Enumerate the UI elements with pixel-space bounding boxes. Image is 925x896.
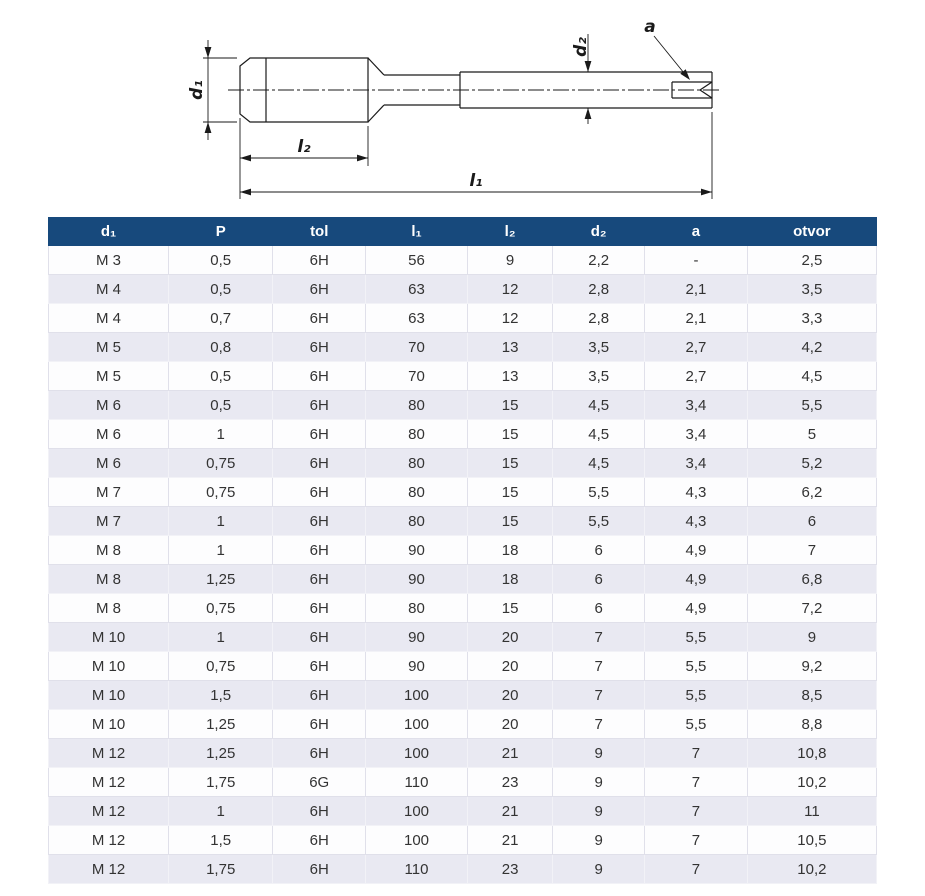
- table-cell: 63: [366, 304, 468, 333]
- table-cell: 3,5: [553, 362, 645, 391]
- table-cell: M 6: [49, 420, 169, 449]
- column-header-tol: tol: [273, 218, 366, 246]
- table-cell: 9: [553, 855, 645, 884]
- table-cell: M 4: [49, 304, 169, 333]
- table-cell: 15: [467, 391, 552, 420]
- table-cell: 0,5: [169, 362, 273, 391]
- table-cell: 4,9: [645, 594, 748, 623]
- table-cell: 13: [467, 362, 552, 391]
- table-cell: M 12: [49, 855, 169, 884]
- table-cell: 6H: [273, 623, 366, 652]
- tap-drawing-svg: [0, 0, 925, 212]
- table-cell: 4,5: [553, 391, 645, 420]
- table-cell: 6H: [273, 304, 366, 333]
- table-row: [49, 478, 877, 507]
- table-cell: 9: [467, 246, 552, 275]
- table-cell: 90: [366, 536, 468, 565]
- table-cell: 20: [467, 652, 552, 681]
- table-cell: 1,25: [169, 710, 273, 739]
- technical-drawing: [0, 0, 925, 212]
- table-cell: 5,5: [553, 507, 645, 536]
- table-row: [49, 652, 877, 681]
- dim-label-l1: l₁: [469, 171, 483, 191]
- table-cell: 7,2: [747, 594, 876, 623]
- table-cell: 21: [467, 739, 552, 768]
- table-cell: 3,4: [645, 420, 748, 449]
- table-cell: 1: [169, 507, 273, 536]
- table-cell: 6H: [273, 536, 366, 565]
- table-cell: M 5: [49, 333, 169, 362]
- table-cell: 9,2: [747, 652, 876, 681]
- table-cell: 3,5: [747, 275, 876, 304]
- table-cell: 7: [645, 768, 748, 797]
- table-cell: 3,4: [645, 449, 748, 478]
- column-header-a: a: [645, 218, 748, 246]
- table-cell: M 12: [49, 768, 169, 797]
- table-cell: 90: [366, 652, 468, 681]
- table-cell: 21: [467, 826, 552, 855]
- table-cell: 18: [467, 565, 552, 594]
- table-cell: 100: [366, 797, 468, 826]
- table-cell: 5,5: [645, 652, 748, 681]
- table-row: [49, 826, 877, 855]
- table-cell: 6H: [273, 710, 366, 739]
- table-cell: 15: [467, 420, 552, 449]
- table-cell: 20: [467, 681, 552, 710]
- table-cell: 0,75: [169, 449, 273, 478]
- table-cell: 2,8: [553, 304, 645, 333]
- table-cell: 4,5: [553, 420, 645, 449]
- table-cell: M 12: [49, 797, 169, 826]
- table-cell: 6G: [273, 768, 366, 797]
- table-cell: M 6: [49, 391, 169, 420]
- table-cell: 6H: [273, 594, 366, 623]
- table-cell: 5,2: [747, 449, 876, 478]
- table-cell: 100: [366, 826, 468, 855]
- table-cell: 1: [169, 797, 273, 826]
- table-cell: 9: [553, 797, 645, 826]
- table-cell: -: [645, 246, 748, 275]
- dimension-arrows: [205, 47, 712, 195]
- table-cell: 6: [553, 594, 645, 623]
- table-cell: 80: [366, 478, 468, 507]
- table-cell: 6H: [273, 826, 366, 855]
- table-cell: 18: [467, 536, 552, 565]
- table-cell: 2,8: [553, 275, 645, 304]
- table-cell: 6H: [273, 333, 366, 362]
- table-cell: 7: [553, 681, 645, 710]
- table-cell: M 10: [49, 710, 169, 739]
- table-cell: 5,5: [645, 623, 748, 652]
- table-cell: 7: [645, 855, 748, 884]
- table-cell: 4,5: [553, 449, 645, 478]
- table-cell: 4,3: [645, 478, 748, 507]
- table-cell: 9: [553, 826, 645, 855]
- table-cell: M 10: [49, 623, 169, 652]
- table-cell: M 8: [49, 565, 169, 594]
- table-cell: M 4: [49, 275, 169, 304]
- table-cell: 15: [467, 594, 552, 623]
- spec-table: [48, 217, 877, 884]
- table-cell: 7: [553, 652, 645, 681]
- table-row: [49, 449, 877, 478]
- table-cell: 0,5: [169, 391, 273, 420]
- table-cell: 110: [366, 855, 468, 884]
- table-cell: 1,75: [169, 768, 273, 797]
- table-row: [49, 681, 877, 710]
- table-cell: 21: [467, 797, 552, 826]
- table-cell: 6,2: [747, 478, 876, 507]
- table-cell: 1: [169, 536, 273, 565]
- table-cell: 100: [366, 710, 468, 739]
- table-cell: 100: [366, 681, 468, 710]
- table-cell: 1,5: [169, 681, 273, 710]
- table-cell: 3,3: [747, 304, 876, 333]
- table-cell: 5,5: [553, 478, 645, 507]
- table-cell: 7: [553, 623, 645, 652]
- table-cell: 3,4: [645, 391, 748, 420]
- table-cell: 4,9: [645, 565, 748, 594]
- table-cell: 6: [747, 507, 876, 536]
- table-cell: 7: [645, 826, 748, 855]
- table-cell: 80: [366, 420, 468, 449]
- table-row: [49, 246, 877, 275]
- table-row: [49, 855, 877, 884]
- table-cell: 6H: [273, 652, 366, 681]
- table-row: [49, 739, 877, 768]
- table-row: [49, 623, 877, 652]
- table-cell: 2,1: [645, 275, 748, 304]
- table-cell: 7: [553, 710, 645, 739]
- table-cell: 1,25: [169, 565, 273, 594]
- column-header-l2: l₂: [467, 218, 552, 246]
- table-cell: 6H: [273, 362, 366, 391]
- table-cell: M 12: [49, 826, 169, 855]
- table-row: [49, 333, 877, 362]
- column-header-d1: d₁: [49, 218, 169, 246]
- column-header-l1: l₁: [366, 218, 468, 246]
- table-cell: 9: [553, 768, 645, 797]
- table-cell: 6H: [273, 246, 366, 275]
- table-row: [49, 710, 877, 739]
- table-cell: 4,5: [747, 362, 876, 391]
- table-cell: M 12: [49, 739, 169, 768]
- table-cell: 4,2: [747, 333, 876, 362]
- table-cell: 4,3: [645, 507, 748, 536]
- table-cell: 1: [169, 420, 273, 449]
- column-header-d2: d₂: [553, 218, 645, 246]
- table-cell: 70: [366, 333, 468, 362]
- table-cell: 1,25: [169, 739, 273, 768]
- table-cell: 0,75: [169, 652, 273, 681]
- table-cell: 80: [366, 507, 468, 536]
- table-cell: 10,8: [747, 739, 876, 768]
- table-row: [49, 275, 877, 304]
- table-cell: 110: [366, 768, 468, 797]
- table-cell: 2,7: [645, 362, 748, 391]
- table-cell: 0,7: [169, 304, 273, 333]
- table-cell: 10,5: [747, 826, 876, 855]
- table-cell: 6H: [273, 681, 366, 710]
- table-cell: 5: [747, 420, 876, 449]
- table-cell: 20: [467, 710, 552, 739]
- table-cell: 6H: [273, 391, 366, 420]
- table-cell: 2,1: [645, 304, 748, 333]
- table-cell: M 3: [49, 246, 169, 275]
- column-header-otvor: otvor: [747, 218, 876, 246]
- table-cell: 6H: [273, 275, 366, 304]
- table-cell: 0,75: [169, 594, 273, 623]
- table-cell: 5,5: [645, 710, 748, 739]
- table-cell: 6: [553, 536, 645, 565]
- column-header-p: P: [169, 218, 273, 246]
- dim-label-d1: d₁: [187, 80, 207, 100]
- table-cell: 7: [645, 797, 748, 826]
- table-cell: 6H: [273, 507, 366, 536]
- table-cell: 7: [747, 536, 876, 565]
- table-cell: 0,5: [169, 275, 273, 304]
- table-cell: 6H: [273, 855, 366, 884]
- table-row: [49, 420, 877, 449]
- table-cell: 6H: [273, 449, 366, 478]
- table-cell: 4,9: [645, 536, 748, 565]
- table-cell: 2,2: [553, 246, 645, 275]
- table-row: [49, 507, 877, 536]
- spec-table-body: [49, 246, 877, 884]
- table-cell: 0,8: [169, 333, 273, 362]
- table-cell: 63: [366, 275, 468, 304]
- table-row: [49, 565, 877, 594]
- table-cell: M 5: [49, 362, 169, 391]
- table-cell: 15: [467, 449, 552, 478]
- table-cell: 15: [467, 478, 552, 507]
- table-row: [49, 304, 877, 333]
- table-cell: 8,8: [747, 710, 876, 739]
- table-cell: 12: [467, 275, 552, 304]
- table-cell: 0,5: [169, 246, 273, 275]
- table-cell: 80: [366, 594, 468, 623]
- table-cell: 12: [467, 304, 552, 333]
- table-cell: 1: [169, 623, 273, 652]
- spec-table-container: [0, 212, 925, 884]
- table-cell: 15: [467, 507, 552, 536]
- dim-label-l2: l₂: [297, 137, 311, 157]
- dim-label-a: a: [644, 17, 656, 37]
- table-cell: 6H: [273, 565, 366, 594]
- table-cell: M 10: [49, 652, 169, 681]
- table-cell: 70: [366, 362, 468, 391]
- table-cell: 5,5: [747, 391, 876, 420]
- dimension-lines: [203, 34, 712, 199]
- table-row: [49, 536, 877, 565]
- table-cell: 23: [467, 855, 552, 884]
- table-row: [49, 594, 877, 623]
- table-cell: 90: [366, 623, 468, 652]
- table-cell: 3,5: [553, 333, 645, 362]
- table-cell: 2,7: [645, 333, 748, 362]
- table-cell: 6H: [273, 478, 366, 507]
- table-cell: 80: [366, 449, 468, 478]
- table-cell: 1,75: [169, 855, 273, 884]
- table-cell: M 8: [49, 536, 169, 565]
- table-row: [49, 391, 877, 420]
- dim-label-d2: d₂: [571, 37, 591, 57]
- table-cell: 6,8: [747, 565, 876, 594]
- table-cell: M 7: [49, 507, 169, 536]
- table-cell: 5,5: [645, 681, 748, 710]
- table-cell: 6: [553, 565, 645, 594]
- table-cell: 8,5: [747, 681, 876, 710]
- table-cell: 7: [645, 739, 748, 768]
- table-cell: 10,2: [747, 768, 876, 797]
- table-cell: 9: [553, 739, 645, 768]
- table-cell: M 10: [49, 681, 169, 710]
- table-cell: 6H: [273, 420, 366, 449]
- table-cell: 6H: [273, 739, 366, 768]
- table-cell: 20: [467, 623, 552, 652]
- table-cell: 10,2: [747, 855, 876, 884]
- table-cell: M 7: [49, 478, 169, 507]
- table-row: [49, 768, 877, 797]
- table-cell: 9: [747, 623, 876, 652]
- table-cell: 90: [366, 565, 468, 594]
- table-cell: M 6: [49, 449, 169, 478]
- table-cell: 2,5: [747, 246, 876, 275]
- table-cell: M 8: [49, 594, 169, 623]
- table-cell: 80: [366, 391, 468, 420]
- table-cell: 56: [366, 246, 468, 275]
- table-cell: 13: [467, 333, 552, 362]
- table-cell: 6H: [273, 797, 366, 826]
- table-row: [49, 797, 877, 826]
- table-header-row: [49, 218, 877, 246]
- table-cell: 11: [747, 797, 876, 826]
- table-row: [49, 362, 877, 391]
- table-cell: 1,5: [169, 826, 273, 855]
- table-cell: 23: [467, 768, 552, 797]
- table-cell: 0,75: [169, 478, 273, 507]
- table-cell: 100: [366, 739, 468, 768]
